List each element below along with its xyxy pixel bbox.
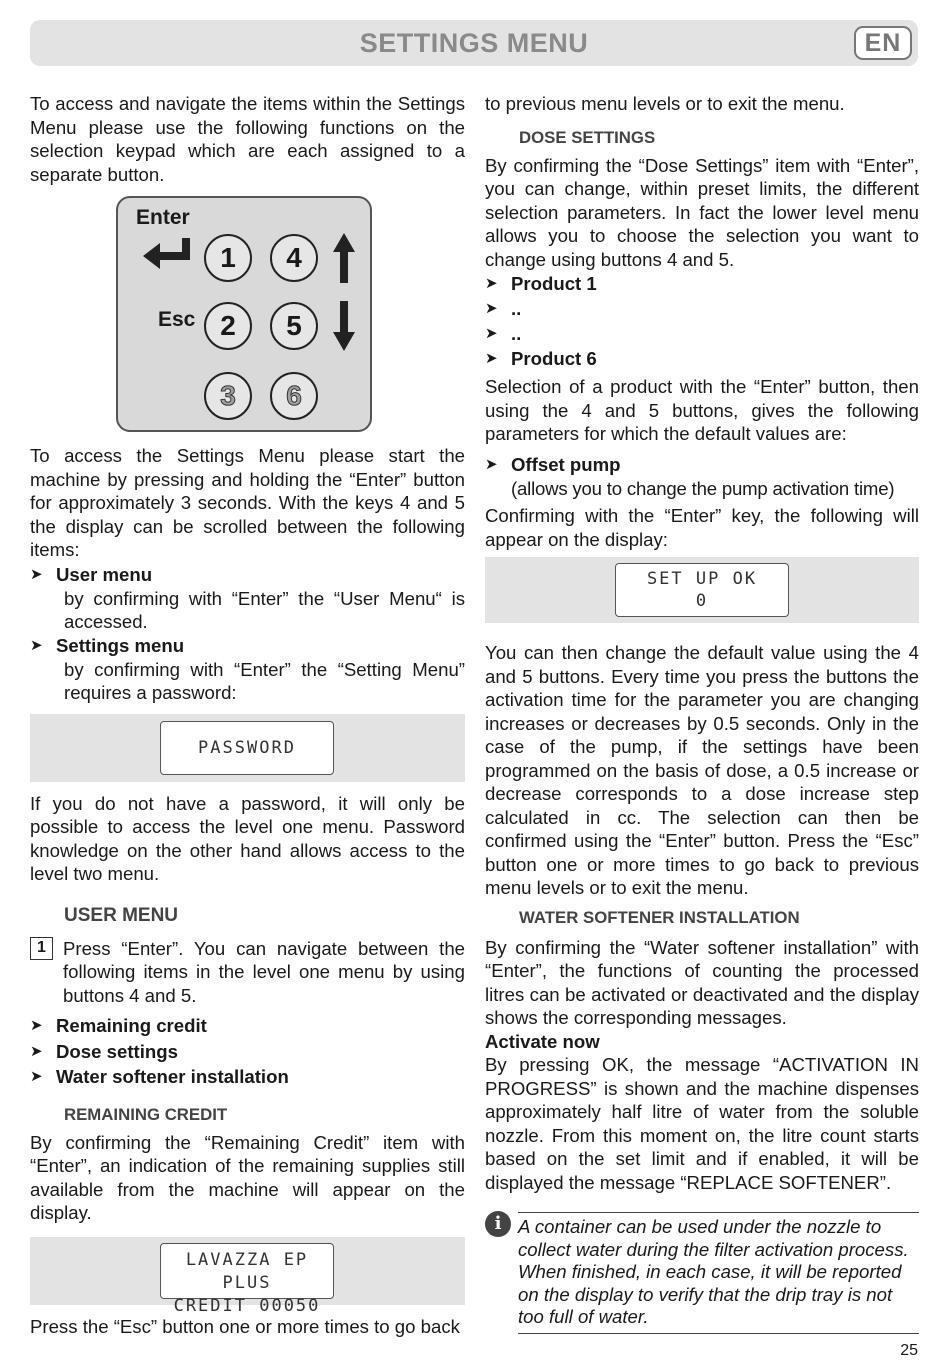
step-number-badge: 1 bbox=[30, 937, 53, 960]
left-column bbox=[30, 92, 465, 1338]
user-menu-heading: USER MENU bbox=[64, 904, 179, 926]
page-title: SETTINGS MENU bbox=[359, 28, 589, 58]
product-label: Product 1 bbox=[511, 273, 597, 294]
product-item bbox=[485, 321, 919, 346]
language-badge: EN bbox=[854, 26, 912, 60]
product-list bbox=[485, 271, 919, 371]
keypad-diagram bbox=[116, 196, 372, 432]
credit-display bbox=[160, 1243, 334, 1316]
settings-menu-desc: by confirming with “Enter” the “Setting Menu” requires a password: bbox=[64, 658, 465, 703]
product-item bbox=[485, 296, 919, 321]
settings-menu-label: Settings menu bbox=[56, 634, 185, 656]
bullet-arrow-icon: ➤ bbox=[485, 300, 498, 317]
bullet-arrow-icon: ➤ bbox=[485, 325, 498, 342]
step-1-text: Press “Enter”. You can navigate between the following items in the level one menu by using buttons 4 and 5. bbox=[63, 937, 465, 1006]
key-5[interactable]: 5 bbox=[270, 302, 318, 350]
dose-settings-text: By confirming the “Dose Settings” item with “Enter”, you can change, within preset limits, the different selection parameters. In fact the lower level menu allows you to choose the selection you want to change using buttons 4 and 5. bbox=[485, 154, 919, 270]
key-1[interactable]: 1 bbox=[204, 234, 252, 282]
product-label: Product 6 bbox=[511, 348, 597, 369]
product-label: .. bbox=[511, 298, 522, 319]
info-note-text: A container can be used under the nozzle to collect water during the filter activation process. When finished, in each case, it will be reported on the display to verify that the drip tray is not too full of water. bbox=[518, 1216, 909, 1327]
setup-display-line-1: SET UP OK bbox=[646, 569, 758, 589]
menu-item-remaining-credit bbox=[30, 1013, 465, 1039]
enter-arrow-icon bbox=[142, 236, 194, 272]
esc-text: Press the “Esc” button one or more times to go back bbox=[30, 1315, 460, 1337]
bullet-settings-menu bbox=[30, 633, 465, 658]
water-softener-heading: WATER SOFTENER INSTALLATION bbox=[519, 907, 800, 927]
dose-settings-heading: DOSE SETTINGS bbox=[519, 127, 656, 147]
setup-display-band bbox=[485, 557, 919, 623]
key-2[interactable]: 2 bbox=[204, 302, 252, 350]
menu-item-dose-settings bbox=[30, 1039, 465, 1065]
activate-now-text: By pressing OK, the message “ACTIVATION IN PROGRESS” is shown and the machine dispenses approximately half litre of water from the soluble nozzle. From this moment on, the litre count starts based on the set limit and if enabled, it will be displayed the message “REPLACE SOFTENER”. bbox=[485, 1054, 919, 1193]
credit-display-line-2: CREDIT 00050 bbox=[173, 1295, 321, 1316]
arrow-up-icon bbox=[332, 232, 356, 284]
confirm-text: Confirming with the “Enter” key, the following will appear on the display: bbox=[485, 505, 919, 550]
bullet-arrow-icon: ➤ bbox=[485, 455, 498, 473]
bullet-arrow-icon: ➤ bbox=[30, 565, 43, 583]
offset-pump-desc: (allows you to change the pump activation time) bbox=[511, 477, 895, 499]
setup-display-line-2: 0 bbox=[695, 591, 709, 611]
menu-item-label: Dose settings bbox=[56, 1040, 178, 1062]
step-1 bbox=[30, 937, 465, 1008]
password-display: PASSWORD bbox=[160, 721, 334, 775]
info-note bbox=[494, 1212, 919, 1334]
product-item bbox=[485, 346, 919, 371]
menu-item-water-softener bbox=[30, 1064, 465, 1090]
key-6[interactable]: 6 bbox=[270, 372, 318, 420]
user-menu-desc: by confirming with “Enter” the “User Menu“ is accessed. bbox=[64, 587, 465, 632]
activate-now-heading: Activate now bbox=[485, 1030, 600, 1052]
menu-item-label: Water softener installation bbox=[56, 1066, 289, 1087]
bullet-arrow-icon: ➤ bbox=[30, 1017, 43, 1034]
product-label: .. bbox=[511, 323, 522, 344]
continued-text: to previous menu levels or to exit the menu. bbox=[485, 93, 845, 114]
right-column bbox=[485, 92, 919, 1334]
level-one-menu-list bbox=[30, 1013, 465, 1090]
offset-pump-item bbox=[485, 452, 919, 477]
credit-display-line-1: LAVAZZA EP PLUS bbox=[185, 1249, 309, 1293]
remaining-credit-text: By confirming the “Remaining Credit” item with “Enter”, an indication of the remaining supplies still available from the machine will appear on the display. bbox=[30, 1131, 465, 1223]
intro-paragraph: To access and navigate the items within the Settings Menu please use the following functions on the selection keypad which are each assigned to a separate button. bbox=[30, 93, 465, 185]
bullet-arrow-icon: ➤ bbox=[485, 275, 498, 292]
water-softener-text: By confirming the “Water softener installation” with “Enter”, the functions of counting the processed litres can be activated or deactivated and the display shows the corresponding messages. bbox=[485, 936, 919, 1028]
product-selection-text: Selection of a product with the “Enter” button, then using the 4 and 5 buttons, gives the following parameters for which the default values are: bbox=[485, 376, 919, 444]
key-3[interactable]: 3 bbox=[204, 372, 252, 420]
bullet-arrow-icon: ➤ bbox=[30, 1042, 43, 1060]
esc-label: Esc bbox=[158, 308, 196, 331]
change-value-text: You can then change the default value using the 4 and 5 buttons. Every time you press the buttons the activation time for the parameter you are changing increases or decreases by 0.5 seconds. Only in the case of the pump, if the settings have been programmed on the basis of dose, a 0.5 increase or decrease corresponds to a dose increase step calculated in cc. The selection can then be confirmed using the “Enter” button. Press the “Esc” button one or more times to go back to previous menu levels or to exit the menu. bbox=[485, 642, 919, 898]
credit-display-band bbox=[30, 1237, 465, 1316]
bullet-arrow-icon: ➤ bbox=[30, 1068, 43, 1085]
page-number: 25 bbox=[900, 1342, 918, 1359]
bullet-user-menu bbox=[30, 562, 465, 587]
remaining-credit-heading: REMAINING CREDIT bbox=[64, 1104, 228, 1124]
arrow-down-icon bbox=[332, 300, 356, 352]
info-icon: i bbox=[485, 1211, 511, 1237]
bullet-arrow-icon: ➤ bbox=[30, 636, 43, 654]
password-note: If you do not have a password, it will only be possible to access the level one menu. Password knowledge on the other hand allows access to the level two menu. bbox=[30, 792, 465, 884]
password-display-band bbox=[30, 714, 465, 782]
page-header bbox=[30, 20, 918, 66]
user-menu-label: User menu bbox=[56, 563, 153, 585]
product-item bbox=[485, 271, 919, 296]
access-paragraph: To access the Settings Menu please start the machine by pressing and holding the “Enter” button for approximately 3 seconds. With the keys 4 and 5 the display can be scrolled between the following items: bbox=[30, 445, 465, 560]
bullet-arrow-icon: ➤ bbox=[485, 350, 498, 367]
enter-label: Enter bbox=[136, 206, 190, 229]
key-4[interactable]: 4 bbox=[270, 234, 318, 282]
offset-pump-label: Offset pump bbox=[511, 453, 621, 475]
setup-display bbox=[615, 563, 789, 617]
menu-item-label: Remaining credit bbox=[56, 1015, 207, 1036]
